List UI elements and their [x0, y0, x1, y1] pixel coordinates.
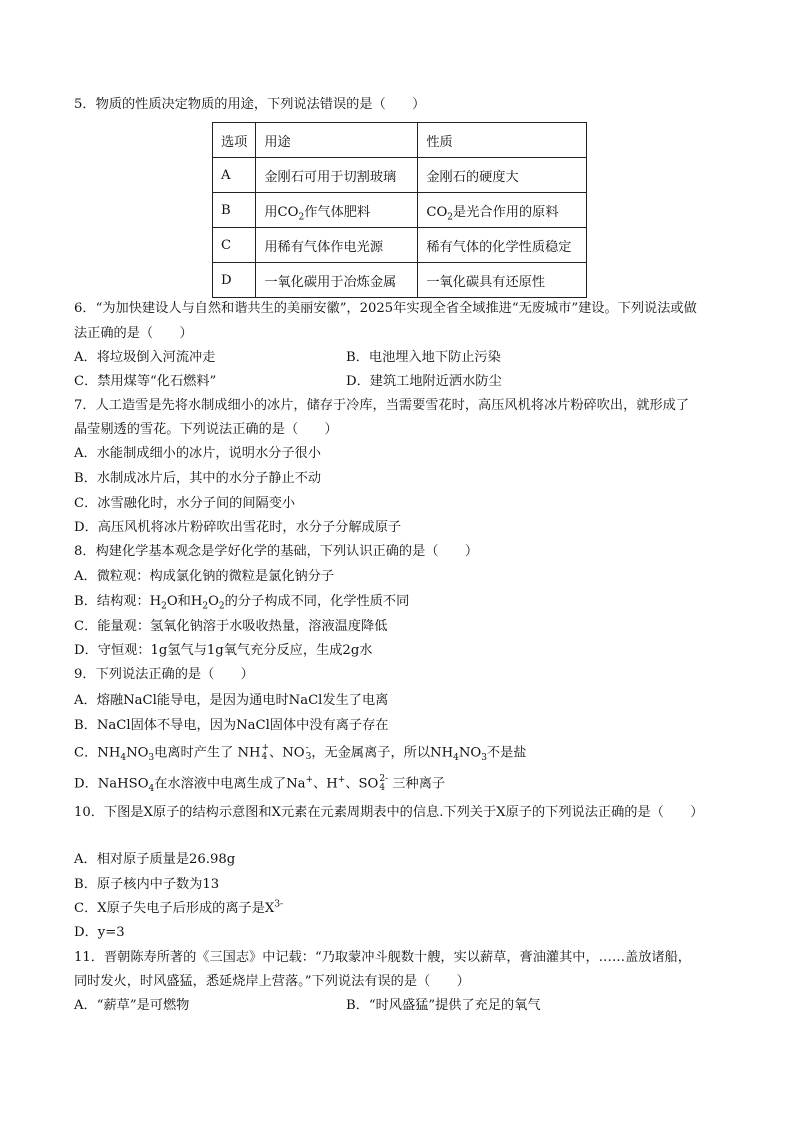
ion-charge-stack [262, 744, 270, 762]
q6-option-b: B．电池埋入地下防止污染 [346, 350, 501, 365]
text-fragment: 三种离子 [392, 776, 446, 792]
q7-option-b: B．水制成冰片后，其中的水分子静止不动 [74, 471, 322, 486]
table-cell-use: 用稀有气体作电光源 [256, 228, 418, 263]
q6-option-a: A．将垃圾倒入河流冲走 [74, 350, 216, 365]
text-fragment: NO [458, 745, 482, 761]
table-cell-use [256, 193, 418, 228]
subscript: 4 [379, 783, 386, 793]
q6-option-c: C．禁用煤等“化石燃料” [74, 374, 217, 389]
superscript: - [305, 743, 309, 753]
q9-stem: 9．下列说法正确的是（ ） [74, 667, 254, 682]
q8-option-b [74, 593, 409, 611]
q7-stem-line2: 晶莹剔透的雪花。下列说法正确的是（ ） [74, 422, 338, 437]
q10-stem: 10．下图是X原子的结构示意图和X元素在元素周期表中的信息.下列关于X原子的下列说法正确的是（ ） [74, 805, 704, 820]
q8-option-c: C．能量观：氢氧化钠溶于水吸收热量，溶液温度降低 [74, 619, 388, 634]
q6-option-d: D．建筑工地附近洒水防尘 [346, 374, 502, 389]
text-fragment: O和H [166, 594, 203, 609]
table-header-row [213, 123, 587, 158]
q10-option-b: B．原子核内中子数为13 [74, 877, 220, 892]
q10-option-a: A．相对原子质量是26.98g [74, 852, 236, 867]
superscript: 3- [274, 899, 284, 910]
superscript: + [305, 775, 314, 786]
ion-formula: NO [282, 745, 305, 761]
q10-option-c [74, 900, 283, 918]
subscript: 4 [120, 753, 127, 764]
subscript: 2 [161, 601, 167, 612]
q6-stem-line2: 法正确的是（ ） [74, 326, 193, 341]
q7-option-c: C．冰雪融化时，水分子间的间隔变小 [74, 496, 296, 511]
subscript: 4 [453, 753, 459, 764]
q10-option-d: D．y=3 [74, 925, 125, 940]
text-fragment: NO [126, 745, 149, 761]
text-fragment: B．结构观：H [74, 594, 162, 609]
subscript: 4 [148, 784, 155, 795]
q9-option-c [74, 744, 526, 763]
q8-option-a: A．微粒观：构成氯化钠的微粒是氯化钠分子 [74, 569, 335, 584]
table-header: 选项 [213, 123, 256, 158]
table-cell-use: 金刚石可用于切割玻璃 [256, 158, 418, 193]
text-fragment: 电离时产生了 [154, 745, 234, 761]
table-cell-property [418, 193, 587, 228]
table-cell-option: B [213, 193, 256, 228]
q11-option-a: A．“薪草”是可燃物 [74, 998, 190, 1013]
table-cell-option: C [213, 228, 256, 263]
subscript: 2 [218, 601, 225, 612]
table-cell-property: 金刚石的硬度大 [418, 158, 587, 193]
text-fragment: 作气体肥料 [304, 204, 371, 220]
text-fragment: CO [426, 204, 448, 220]
text-fragment: NH [430, 745, 454, 761]
q7-option-d: D．高压风机将冰片粉碎吹出雪花时，水分子分解成原子 [74, 520, 402, 535]
q11-stem-line2: 同时发火，时风盛猛，悉延烧岸上营落。”下列说法有误的是（ ） [74, 974, 470, 989]
q7-option-a: A．水能制成细小的冰片，说明水分子很小 [74, 446, 321, 461]
superscript: 2- [379, 774, 389, 784]
text-fragment: O [208, 594, 219, 609]
table-cell-property: 稀有气体的化学性质稳定 [418, 228, 587, 263]
table-cell-property: 一氧化碳具有还原性 [418, 263, 587, 298]
q5-stem: 5．物质的性质决定物质的用途，下列说法错误的是（ ） [74, 97, 426, 112]
superscript: + [337, 775, 346, 786]
table-row [213, 263, 587, 298]
q5-table [212, 122, 587, 298]
text-fragment: 的分子构成不同，化学性质不同 [224, 594, 410, 609]
table-cell-use: 一氧化碳用于冶炼金属 [256, 263, 418, 298]
q9-option-d [74, 775, 445, 794]
q7-stem-line1: 7．人工造雪是先将水制成细小的冰片，储存于冷库，当需要雪花时，高压风机将冰片粉碎吹出，就形成了 [74, 398, 690, 413]
text-fragment: 、H [313, 776, 338, 792]
text-fragment: C．X原子失电子后形成的离子是X [74, 901, 275, 916]
text-fragment: D．NaHSO [74, 776, 149, 792]
text-fragment: C．NH [74, 745, 121, 761]
q9-option-b: B．NaCl固体不导电，因为NaCl固体中没有离子存在 [74, 718, 389, 733]
subscript: 2 [298, 212, 305, 223]
q6-stem-line1: 6．“为加快建设人与自然和谐共生的美丽安徽”，2025年实现全省全域推进“无废城市”建设。下列说法或做 [74, 301, 697, 316]
ion-formula: SO [358, 776, 379, 792]
ion-formula: NH [237, 745, 261, 761]
text-fragment: ，无金属离子，所以 [311, 745, 431, 761]
table-row [213, 228, 587, 263]
table-header: 性质 [418, 123, 587, 158]
text-fragment: 、 [269, 745, 283, 761]
table-cell-option: A [213, 158, 256, 193]
subscript: 2 [202, 601, 209, 612]
q9-option-a: A．熔融NaCl能导电，是因为通电时NaCl发生了电离 [74, 693, 389, 708]
q8-stem: 8．构建化学基本观念是学好化学的基础，下列认识正确的是（ ） [74, 544, 479, 559]
subscript: 3 [148, 753, 155, 764]
text-fragment: 在水溶液中电离生成了Na [154, 776, 306, 792]
subscript: 3 [481, 753, 487, 764]
text-fragment: 用CO [264, 204, 299, 220]
q11-option-b: B．“时风盛猛”提供了充足的氧气 [346, 998, 541, 1013]
text-fragment: 不是盐 [486, 745, 527, 761]
table-row [213, 193, 587, 228]
text-fragment: 、 [345, 776, 359, 792]
ion-charge-stack [379, 775, 388, 793]
q11-stem-line1: 11．晋朝陈寿所著的《三国志》中记载：“乃取蒙冲斗舰数十艘，实以薪草，膏油灌其中，……盖放诸船， [74, 950, 691, 965]
text-fragment: 是光合作用的原料 [453, 204, 559, 220]
subscript: 4 [261, 752, 268, 762]
table-cell-option: D [213, 263, 256, 298]
superscript: + [261, 743, 270, 753]
subscript: 3 [305, 752, 312, 762]
table-header: 用途 [256, 123, 418, 158]
table-row [213, 158, 587, 193]
subscript: 2 [447, 212, 454, 223]
q8-option-d: D．守恒观：1g氢气与1g氧气充分反应，生成2g水 [74, 643, 373, 658]
